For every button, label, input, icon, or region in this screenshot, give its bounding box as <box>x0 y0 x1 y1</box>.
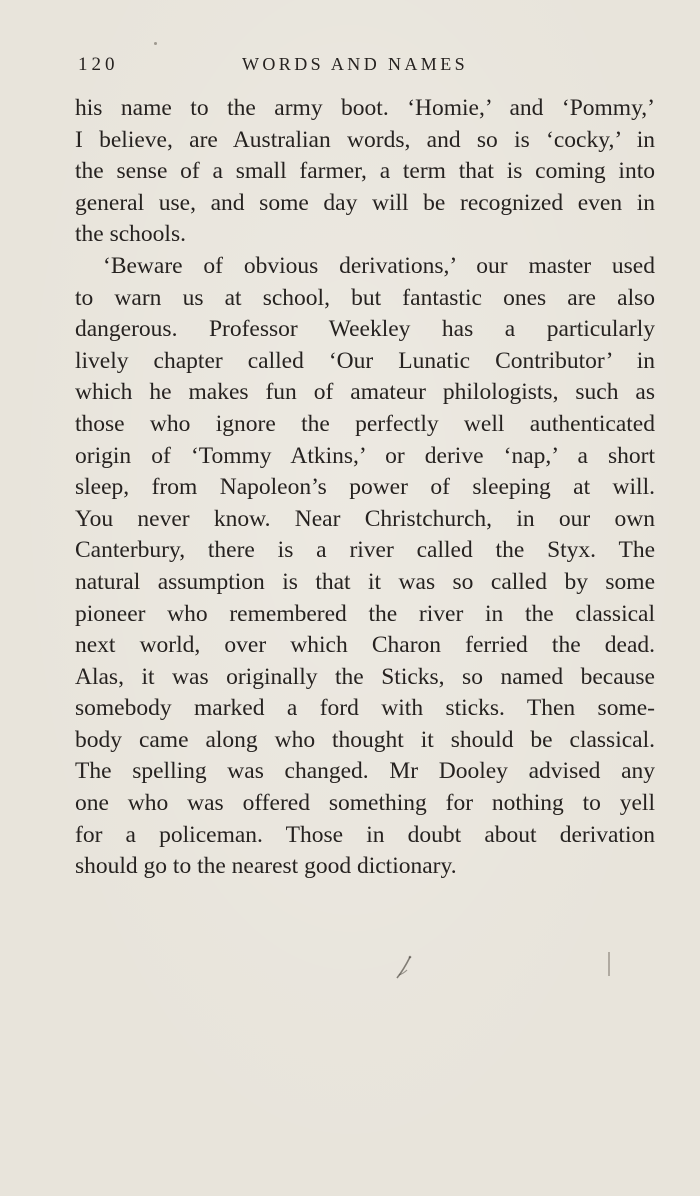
text-line: Canterbury, there is a river called the Styx. The <box>75 537 655 564</box>
text-line: natural assumption is that it was so called by some <box>75 568 655 595</box>
text-line: next world, over which Charon ferried the dead. <box>75 632 655 659</box>
text-line: sleep, from Napoleon’s power of sleeping at will. <box>75 474 655 501</box>
text-line: his name to the army boot. ‘Homie,’ and ‘Pommy,’ <box>75 95 655 121</box>
running-head <box>78 54 656 82</box>
text-line: those who ignore the perfectly well authenticated <box>75 410 655 437</box>
text-line: which he makes fun of amateur philologists, such as <box>75 379 655 406</box>
text-line: should go to the nearest good dictionary. <box>75 853 457 880</box>
text-line: to warn us at school, but fantastic ones are also <box>75 284 655 311</box>
text-line: for a policeman. Those in doubt about derivation <box>75 821 655 848</box>
text-line: the sense of a small farmer, a term that is coming into <box>75 158 655 185</box>
text-line: The spelling was changed. Mr Dooley advised any <box>75 758 655 785</box>
text-line: general use, and some day will be recognized even in <box>75 189 655 216</box>
text-line: You never know. Near Christchurch, in our own <box>75 505 655 532</box>
text-line: body came along who thought it should be classical. <box>75 726 655 753</box>
text-line: one who was offered something for nothing to yell <box>75 790 655 817</box>
text-line: lively chapter called ‘Our Lunatic Contributor’ in <box>75 347 655 374</box>
body-text <box>75 93 655 883</box>
margin-tick-mark <box>608 952 610 976</box>
text-line: somebody marked a ford with sticks. Then some- <box>75 695 655 722</box>
text-line: origin of ‘Tommy Atkins,’ or derive ‘nap,’ a short <box>75 442 655 469</box>
ink-flourish-mark <box>393 953 415 981</box>
text-line: dangerous. Professor Weekley has a particularly <box>75 316 655 343</box>
text-line: pioneer who remembered the river in the classical <box>75 600 655 627</box>
text-line: the schools. <box>75 221 186 248</box>
text-line: Alas, it was originally the Sticks, so named because <box>75 663 655 690</box>
page-number: 120 <box>78 54 119 75</box>
speck-mark <box>154 42 157 45</box>
text-line: ‘Beware of obvious derivations,’ our master used <box>103 252 655 279</box>
running-title: WORDS AND NAMES <box>242 54 469 74</box>
text-line: I believe, are Australian words, and so is ‘cocky,’ in <box>75 126 655 153</box>
